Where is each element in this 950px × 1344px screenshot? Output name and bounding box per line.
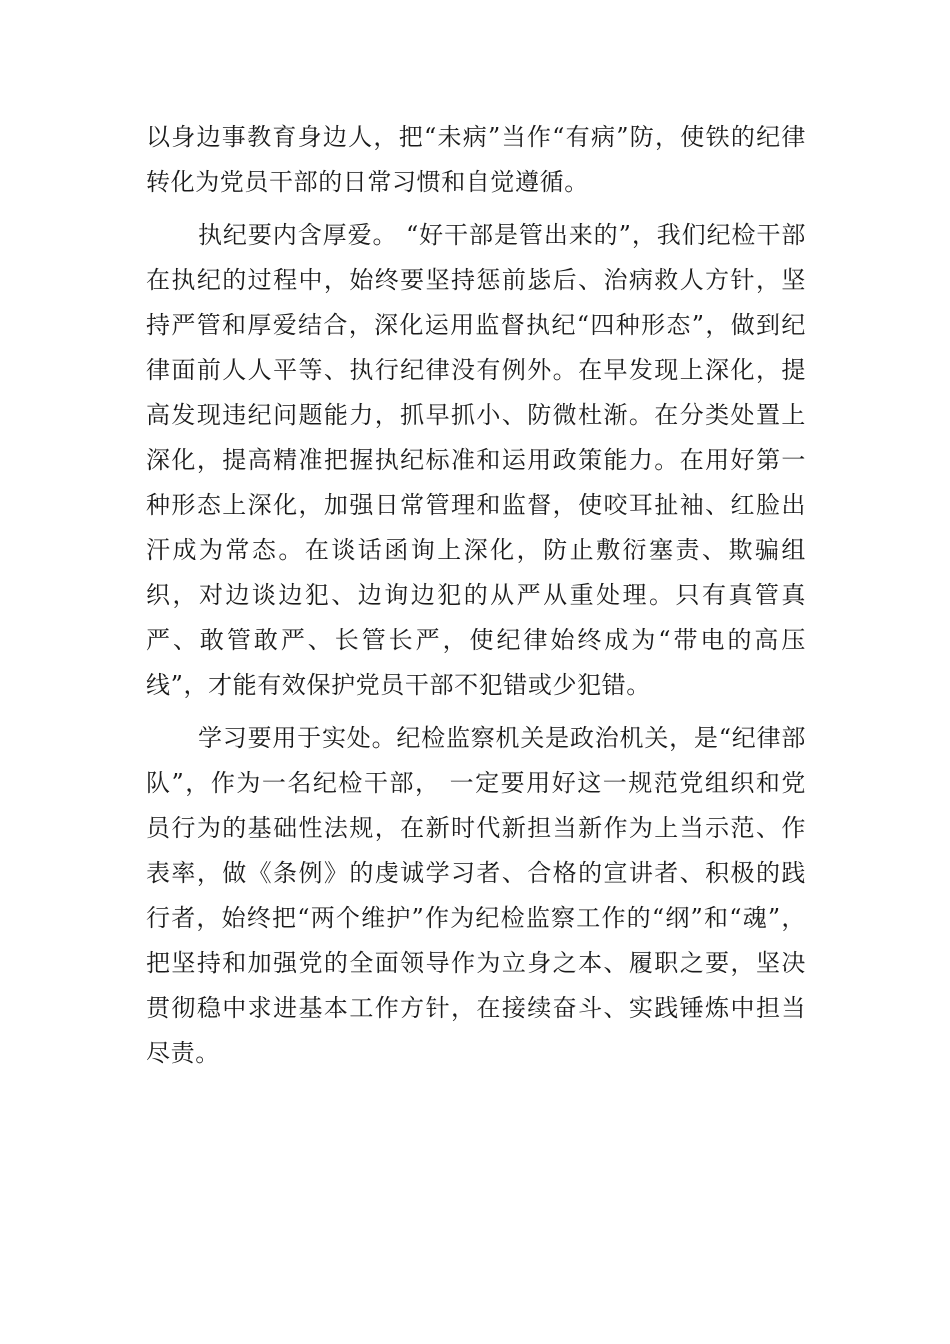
- document-body: [146, 115, 806, 1084]
- paragraph-3: 学习要用于实处。纪检监察机关是政治机关，是“纪律部队”，作为一名纪检干部， 一定要用好这一规范党组织和党员行为的基础性法规，在新时代新担当新作为上当示范、作表率，做《条例》的虔诚学习者、合格的宣讲者、积极的践行者，始终把“两个维护”作为纪检监察工作的“纲”和“魂”，把坚持和加强党的全面领导作为立身之本、履职之要，坚决贯彻稳中求进基本工作方针，在接续奋斗、实践锤炼中担当尽责。: [146, 724, 806, 1067]
- paragraph-2: 执纪要内含厚爱。 “好干部是管出来的”，我们纪检干部在执纪的过程中，始终要坚持惩前毖后、治病救人方针，坚持严管和厚爱结合，深化运用监督执纪“四种形态”，做到纪律面前人人平等、执行纪律没有例外。在早发现上深化，提高发现违纪问题能力，抓早抓小、防微杜渐。在分类处置上深化，提高精准把握执纪标准和运用政策能力。在用好第一种形态上深化，加强日常管理和监督，使咬耳扯袖、红脸出汗成为常态。在谈话函询上深化，防止敷衍塞责、欺骗组织，对边谈边犯、边询边犯的从严从重处理。只有真管真严、敢管敢严、长管长严，使纪律始终成为“带电的高压线”，才能有效保护党员干部不犯错或少犯错。: [146, 221, 806, 699]
- paragraph-1: 以身边事教育身边人，把“未病”当作“有病”防，使铁的纪律转化为党员干部的日常习惯和自觉遵循。: [146, 123, 806, 196]
